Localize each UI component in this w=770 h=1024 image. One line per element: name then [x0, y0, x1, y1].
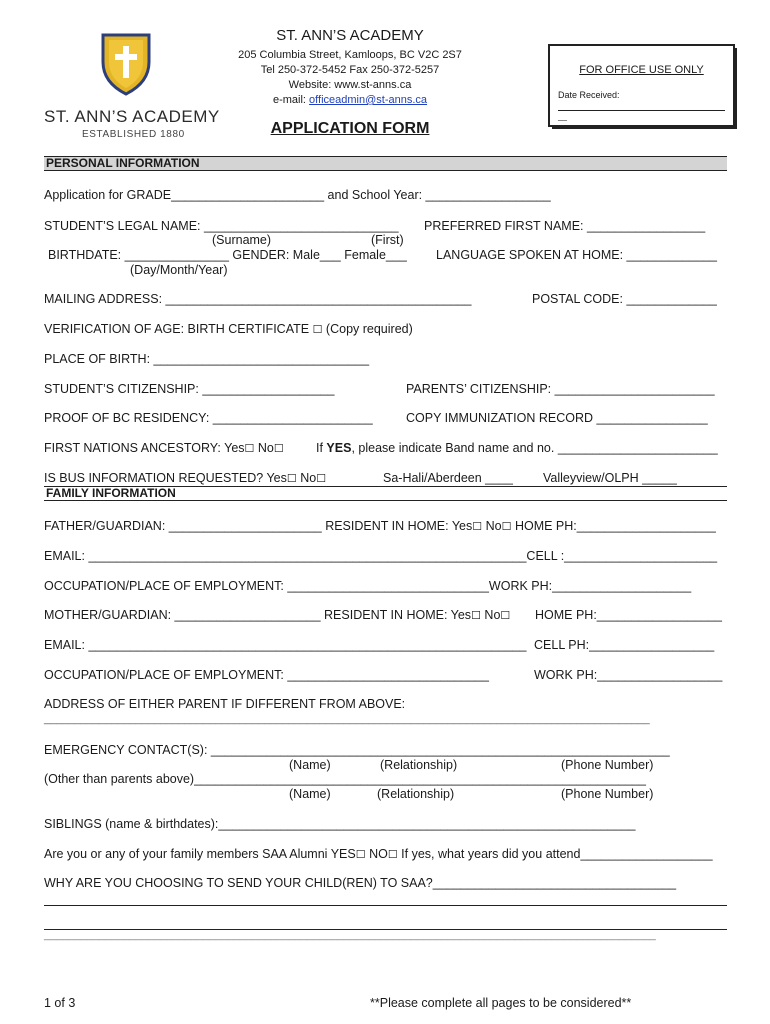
mother-resident-no-label: No [484, 608, 501, 622]
alumni-no-label: NO [369, 847, 388, 861]
alumni-row [44, 847, 713, 861]
why-saa-field[interactable]: WHY ARE YOU CHOOSING TO SEND YOUR CHILD(REN) TO SAA?___________________________________ [44, 876, 677, 890]
answer-line-1[interactable] [44, 905, 727, 906]
preferred-name-field[interactable]: PREFERRED FIRST NAME: _________________ [424, 219, 706, 233]
mother-work-phone-field[interactable]: WORK PH:__________________ [534, 668, 723, 682]
form-title: APPLICATION FORM [270, 120, 430, 137]
bus-no-label: No [300, 471, 317, 485]
place-of-birth-field[interactable]: PLACE OF BIRTH: _______________________________ [44, 352, 370, 366]
immunization-field[interactable]: COPY IMMUNIZATION RECORD ________________ [406, 411, 708, 425]
first-nations-no-checkbox[interactable] [274, 441, 284, 455]
band-yes: YES [326, 441, 352, 455]
bus-row [44, 471, 326, 485]
language-field[interactable]: LANGUAGE SPOKEN AT HOME: _____________ [436, 248, 717, 262]
address-different-label: ADDRESS OF EITHER PARENT IF DIFFERENT FROM ABOVE: [44, 697, 406, 711]
father-resident-no-checkbox[interactable] [502, 519, 512, 533]
logo-school-name: ST. ANN’S ACADEMY [44, 107, 220, 126]
bus-no-checkbox[interactable] [316, 471, 326, 485]
answer-line-3[interactable]: ____________________________________________________________________________________________________ [44, 929, 656, 941]
emergency-contact-field[interactable]: EMERGENCY CONTACT(S): __________________________________________________________________ [44, 743, 670, 757]
alumni-label: Are you or any of your family members SAA Alumni YES [44, 847, 356, 861]
father-resident-no-label: No [485, 519, 502, 533]
date-received-label: Date Received: [558, 90, 620, 100]
emergency-relationship-hint: (Relationship) [380, 758, 458, 772]
verification-label: VERIFICATION OF AGE: BIRTH CERTIFICATE [44, 322, 310, 336]
first-nations-no-label: No [257, 441, 274, 455]
verification-note: (Copy required) [325, 322, 413, 336]
school-name: ST. ANN’S ACADEMY [276, 27, 424, 44]
school-email-line [230, 94, 470, 106]
office-use-title: FOR OFFICE USE ONLY [579, 64, 704, 76]
parents-citizenship-field[interactable]: PARENTS’ CITIZENSHIP: _______________________ [406, 382, 715, 396]
footer-note: **Please complete all pages to be considered** [370, 996, 632, 1010]
band-field[interactable] [316, 441, 718, 455]
office-use-box [548, 44, 735, 127]
mailing-address-field[interactable]: MAILING ADDRESS: ____________________________________________ [44, 292, 472, 306]
page-number: 1 of 3 [44, 996, 76, 1010]
father-occupation-work-field[interactable]: OCCUPATION/PLACE OF EMPLOYMENT: _____________________________WORK PH:____________________ [44, 579, 692, 593]
father-home-phone-field[interactable]: HOME PH:____________________ [514, 519, 716, 533]
school-crest-logo [100, 32, 152, 96]
emergency2-relationship-hint: (Relationship) [377, 787, 455, 801]
first-nations-yes-checkbox[interactable] [245, 441, 255, 455]
mother-resident-no-checkbox[interactable] [500, 608, 510, 622]
father-guardian-field[interactable]: FATHER/GUARDIAN: ______________________ RESIDENT IN HOME: Yes [44, 519, 473, 533]
birthdate-hint: (Day/Month/Year) [130, 263, 228, 277]
first-nations-label: FIRST NATIONS ANCESTORY: Yes [44, 441, 245, 455]
bc-residency-field[interactable]: PROOF OF BC RESIDENCY: _______________________ [44, 411, 373, 425]
mother-occupation-field[interactable]: OCCUPATION/PLACE OF EMPLOYMENT: _____________________________ [44, 668, 489, 682]
email-link[interactable]: officeadmin@st-anns.ca [309, 94, 428, 106]
mother-guardian-field[interactable]: MOTHER/GUARDIAN: _____________________ RESIDENT IN HOME: Yes [44, 608, 472, 622]
emergency-phone-hint: (Phone Number) [561, 758, 654, 772]
family-information-title: FAMILY INFORMATION [46, 486, 176, 500]
school-address: 205 Columbia Street, Kamloops, BC V2C 2S7 [238, 49, 462, 61]
first-nations-row [44, 441, 284, 455]
verification-row [44, 322, 413, 336]
email-label: e-mail: [272, 94, 310, 106]
alumni-years-field[interactable]: If yes, what years did you attend___________________ [397, 847, 713, 861]
surname-hint: (Surname) [212, 233, 272, 247]
school-phone: Tel 250-372-5452 Fax 250-372-5257 [260, 64, 440, 76]
family-information-header [44, 486, 727, 501]
valleyview-field[interactable]: Valleyview/OLPH _____ [543, 471, 677, 485]
sahali-field[interactable]: Sa-Hali/Aberdeen ____ [383, 471, 513, 485]
father-row [44, 519, 716, 533]
date-received-field [558, 110, 725, 111]
mother-cell-field[interactable]: CELL PH:__________________ [534, 638, 715, 652]
postal-code-field[interactable]: POSTAL CODE: _____________ [532, 292, 717, 306]
mother-email-field[interactable]: EMAIL: _______________________________________________________________ [44, 638, 527, 652]
date-received-tick: __ [558, 112, 567, 121]
logo-established: ESTABLISHED 1880 [82, 129, 185, 140]
emergency2-phone-hint: (Phone Number) [561, 787, 654, 801]
alumni-no-checkbox[interactable] [388, 847, 398, 861]
birth-certificate-checkbox[interactable] [313, 322, 323, 336]
student-citizenship-field[interactable]: STUDENT’S CITIZENSHIP: ___________________ [44, 382, 335, 396]
bus-label: IS BUS INFORMATION REQUESTED? Yes [44, 471, 287, 485]
school-website: Website: www.st-anns.ca [288, 79, 412, 91]
first-name-hint: (First) [371, 233, 404, 247]
alumni-yes-checkbox[interactable] [356, 847, 366, 861]
mother-resident-yes-checkbox[interactable] [471, 608, 481, 622]
bus-yes-checkbox[interactable] [287, 471, 297, 485]
emergency-name-hint: (Name) [289, 758, 331, 772]
birthdate-gender-field[interactable]: BIRTHDATE: _______________ GENDER: Male___ Female___ [48, 248, 407, 262]
father-email-cell-field[interactable]: EMAIL: _______________________________________________________________CELL :______________________ [44, 549, 718, 563]
grade-field[interactable]: Application for GRADE______________________ and School Year: __________________ [44, 188, 551, 202]
emergency-contact-other-field[interactable]: (Other than parents above)_________________________________________________________________ [44, 772, 646, 786]
band-prefix: If [316, 441, 327, 455]
band-suffix: , please indicate Band name and no. _______________________ [351, 441, 718, 455]
mother-row [44, 608, 510, 622]
father-resident-yes-checkbox[interactable] [472, 519, 482, 533]
personal-information-title: PERSONAL INFORMATION [46, 156, 200, 170]
address-different-field[interactable]: ___________________________________________________________________________________________________ [44, 713, 650, 725]
legal-name-field[interactable]: STUDENT’S LEGAL NAME: ____________________________ [44, 219, 399, 233]
emergency2-name-hint: (Name) [289, 787, 331, 801]
siblings-field[interactable]: SIBLINGS (name & birthdates):____________________________________________________________ [44, 817, 636, 831]
mother-home-phone-field[interactable]: HOME PH:__________________ [535, 608, 722, 622]
personal-information-header [44, 156, 727, 171]
